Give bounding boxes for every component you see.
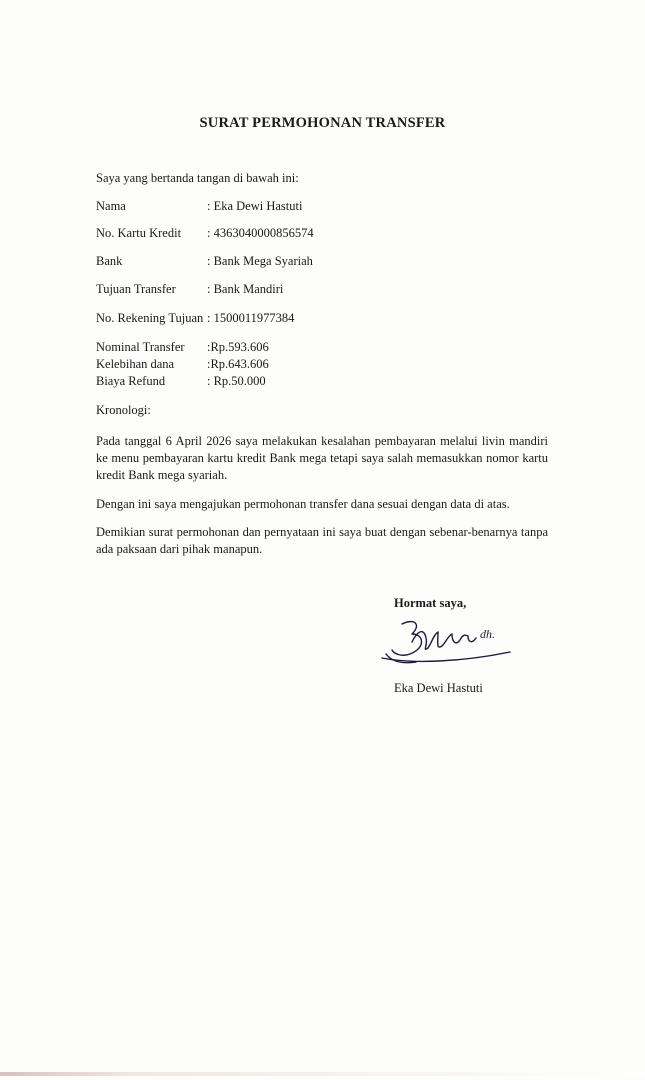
- field-bank: [96, 254, 313, 269]
- field-label: Nama: [96, 199, 126, 213]
- paragraph-request: Dengan ini saya mengajukan permohonan transfer dana sesuai dengan data di atas.: [96, 497, 510, 511]
- amount-kelebihan-dana: [96, 357, 269, 372]
- amount-label: Biaya Refund: [96, 374, 166, 388]
- signer-name: Eka Dewi Hastuti: [394, 681, 483, 695]
- amount-nominal-transfer: [96, 340, 269, 355]
- signature-initials: dh.: [480, 627, 495, 641]
- amount-value: :Rp.643.606: [207, 357, 269, 371]
- field-value: : Bank Mega Syariah: [207, 254, 313, 268]
- amount-value: : Rp.50.000: [207, 374, 266, 388]
- field-label: Bank: [96, 254, 123, 268]
- field-value: : 1500011977384: [207, 311, 295, 325]
- kronologi-heading: Kronologi:: [96, 403, 151, 417]
- field-label: No. Kartu Kredit: [96, 226, 182, 240]
- field-rekening-tujuan: [96, 311, 294, 326]
- field-value: : Bank Mandiri: [207, 282, 284, 296]
- paragraph-kronologi: Pada tanggal 6 April 2026 saya melakukan kesalahan pembayaran melalui livin mandiri ke menu pembayaran kartu kredit Bank mega tetapi saya salah memasukkan nomor kartu kredit Bank mega syariah.: [96, 434, 548, 482]
- amount-value: :Rp.593.606: [207, 340, 269, 354]
- intro-text: Saya yang bertanda tangan di bawah ini:: [96, 171, 299, 185]
- field-nama: [96, 199, 302, 214]
- field-tujuan-transfer: [96, 282, 283, 297]
- closing-salutation: Hormat saya,: [394, 596, 467, 610]
- scan-edge-mark: [0, 1072, 645, 1076]
- field-label: No. Rekening Tujuan: [96, 311, 204, 325]
- amount-biaya-refund: [96, 374, 266, 389]
- handwritten-signature: [372, 612, 522, 682]
- field-label: Tujuan Transfer: [96, 282, 176, 296]
- paragraph-declaration: Demikian surat permohonan dan pernyataan ini saya buat dengan sebenar-benarnya tanpa ada paksaan dari pihak manapun.: [96, 525, 548, 556]
- field-value: : 4363040000856574: [207, 226, 314, 240]
- amount-label: Nominal Transfer: [96, 340, 185, 354]
- page-title: SURAT PERMOHONAN TRANSFER: [199, 115, 446, 131]
- amount-label: Kelebihan dana: [96, 357, 175, 371]
- field-value: : Eka Dewi Hastuti: [207, 199, 303, 213]
- field-kartu-kredit: [96, 226, 314, 241]
